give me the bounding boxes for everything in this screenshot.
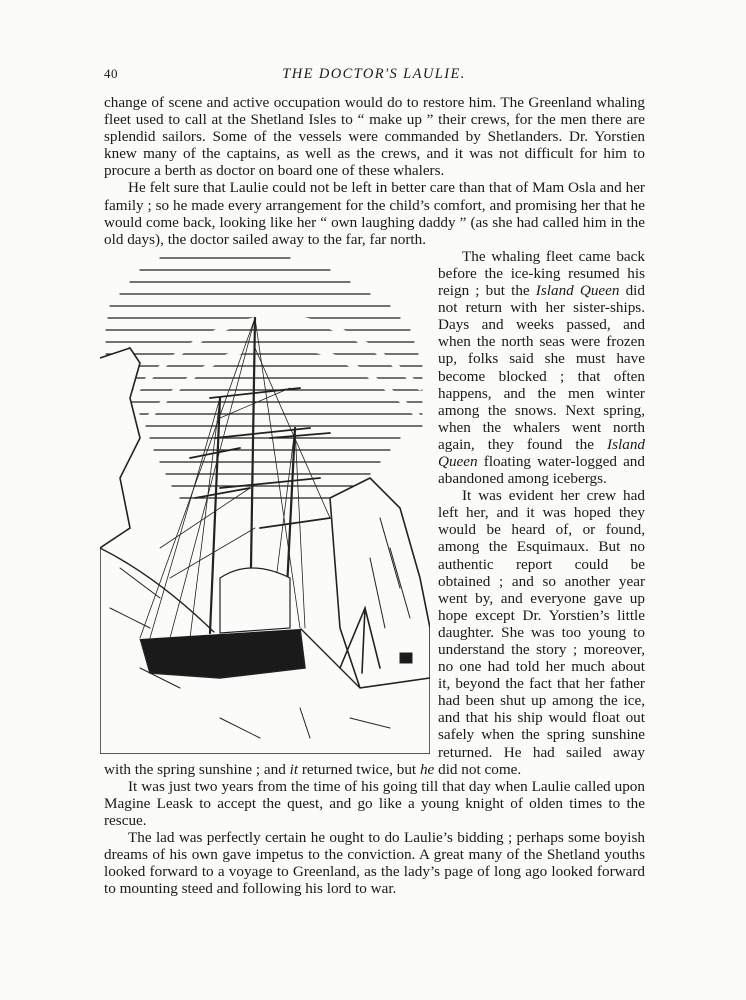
page-header (104, 66, 644, 86)
paragraph-2: He felt sure that Laulie could not be left in better care than that of Mam Osla and her family ; so he made every arrangement for the child’s comfort, and promising her that he would come back, looking like her “ own laughing daddy ” (as she had called him in the old days), the doctor sailed away to the far, far north. (104, 179, 645, 248)
page-number: 40 (104, 66, 118, 81)
paragraph-4: It was evident her crew had left her, and it was hoped they would be heard of, or found, among the Esquimaux. But no authentic report could be obtained ; and so another year went by, and everyone gave up hope except Dr. Yorstien’s little daughter. She was too young to understand the story ; moreover, no one had told her much about it, beyond the fact that her father had been shut up among the ice, and that his ship would float out safely when the spring sunshine returned. He had sailed away with the spring sunshine ; and it returned twice, but he did not come. (104, 487, 645, 778)
paragraph-1: change of scene and active occupation would do to restore him. The Greenland whaling fleet used to call at the Shetland Isles to “ make up ” their crews, for the men there are splendid sailors. Some of the vessels were commanded by Shetlanders. Dr. Yorstien knew many of the captains, as well as the crews, and it was not difficult for him to procure a berth as doctor on board one of these whalers. (104, 94, 645, 180)
paragraph-6: The lad was perfectly certain he ought to do Laulie’s bidding ; perhaps some boyish dreams of his own gave impetus to the conviction. A great many of the Shetland youths looked forward to a voyage to Greenland, as the lady’s page of long ago looked forward to mounting steed and following his lord to war. (104, 829, 645, 898)
paragraph-3: The whaling fleet came back before the ice-king resumed his reign ; but the Island Queen did not return with her sister-ships. Days and weeks passed, and when the north seas were frozen up, folks said she must have become blocked ; that often happens, and the men winter among the snows. Next spring, when the whalers went north again, they found the Island Queen floating water-logged and abandoned among icebergs. (438, 247, 645, 488)
ship-name: Island Queen (438, 435, 645, 470)
body-text (104, 94, 645, 897)
ship-name: Island Queen (535, 282, 620, 300)
running-title: THE DOCTOR'S LAULIE. (282, 66, 466, 82)
ship-icebound-icon (100, 248, 430, 754)
paragraph-5: It was just two years from the time of his going till that day when Laulie called upon Magine Leask to accept the quest, and go like a young knight of olden times to the rescue. (104, 777, 645, 829)
ship-illustration (100, 248, 430, 754)
